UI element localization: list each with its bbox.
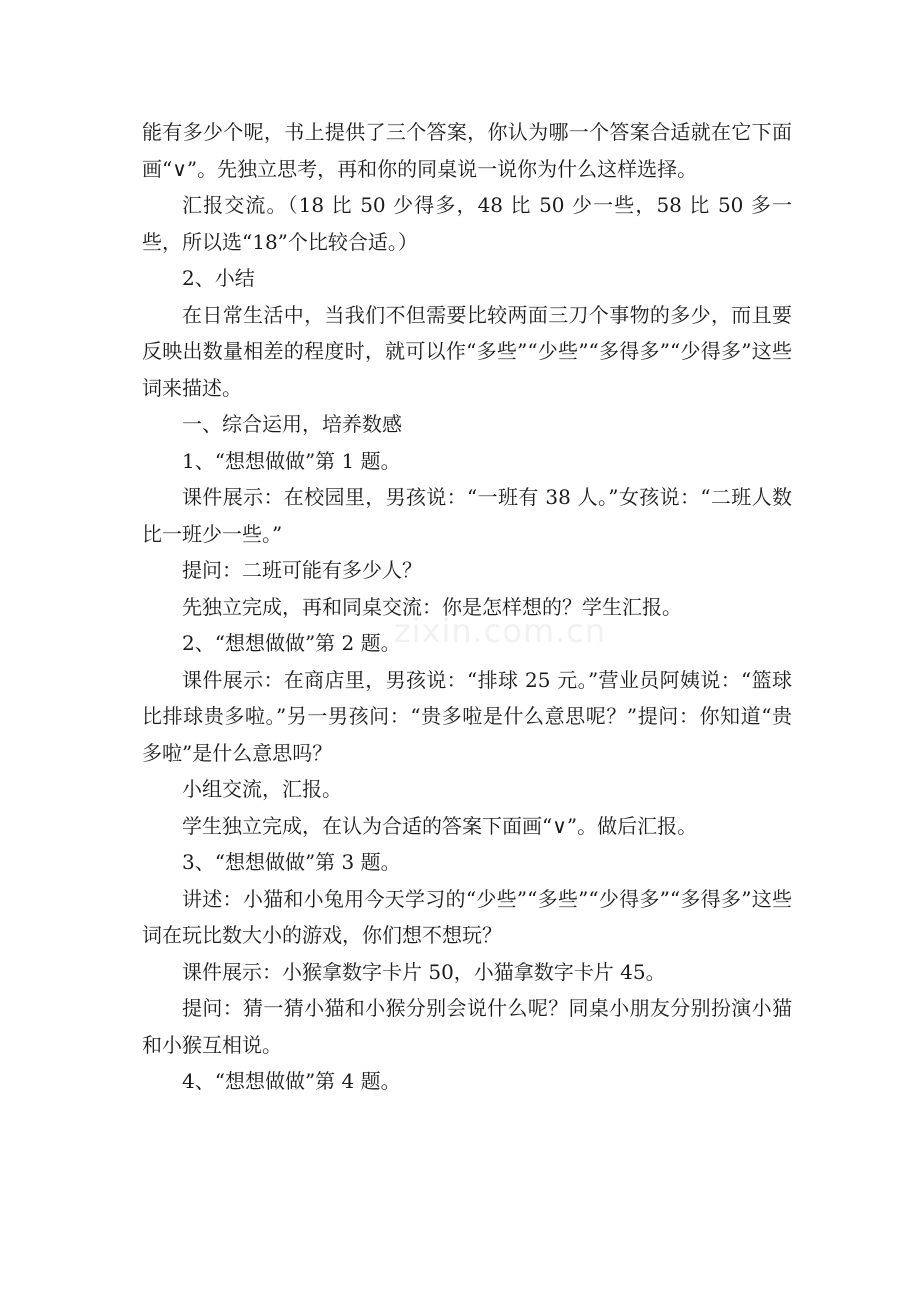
paragraph-12: 小组交流，汇报。	[182, 777, 342, 801]
paragraph-15: 讲述：小猫和小兔用今天学习的“少些”“多些”“少得多”“多得多”这些词在玩比数大小的游戏，你们想不想玩？	[142, 886, 792, 947]
paragraph-17: 提问：猜一猜小猫和小猴分别会说什么呢？同桌小朋友分别扮演小猫和小猴互相说。	[142, 996, 792, 1057]
paragraph-1: 能有多少个呢，书上提供了三个答案，你认为哪一个答案合适就在它下面画“∨”。先独立思考，再和你的同桌说一说你为什么这样选择。	[142, 120, 792, 181]
paragraph-8: 提问：二班可能有多少人？	[182, 558, 422, 582]
exercise-heading-4: 4、“想想做做”第 4 题。	[182, 1069, 401, 1093]
document-body	[142, 114, 792, 1100]
paragraph-16: 课件展示：小猴拿数字卡片 50，小猫拿数字卡片 45。	[182, 959, 666, 984]
paragraph-7: 课件展示：在校园里，男孩说：“一班有 38 人。”女孩说：“二班人数比一班少一些。”	[142, 485, 792, 546]
section-heading-summary: 2、小结	[182, 266, 255, 290]
paragraph-4: 在日常生活中，当我们不但需要比较两面三刀个事物的多少，而且要反映出数量相差的程度时，就可以作“多些”“少些”“多得多”“少得多”这些词来描述。	[142, 302, 792, 400]
exercise-heading-2: 2、“想想做做”第 2 题。	[182, 631, 401, 655]
paragraph-11: 课件展示：在商店里，男孩说：“排球 25 元。”营业员阿姨说：“篮球比排球贵多啦。”另一男孩问：“贵多啦是什么意思呢？”提问：你知道“贵多啦”是什么意思吗？	[142, 667, 792, 765]
paragraph-9: 先独立完成，再和同桌交流：你是怎样想的？学生汇报。	[182, 594, 682, 619]
exercise-heading-1: 1、“想想做做”第 1 题。	[182, 448, 401, 473]
section-heading-application: 一、综合运用，培养数感	[182, 412, 402, 436]
watermark: zixin.com.cn	[393, 612, 607, 650]
paragraph-13: 学生独立完成，在认为合适的答案下面画“∨”。做后汇报。	[182, 813, 698, 838]
exercise-heading-3: 3、“想想做做”第 3 题。	[182, 850, 401, 874]
paragraph-2: 汇报交流。（18 比 50 少得多，48 比 50 少一些，58 比 50 多一些，所以选“18”个比较合适。）	[142, 193, 792, 254]
